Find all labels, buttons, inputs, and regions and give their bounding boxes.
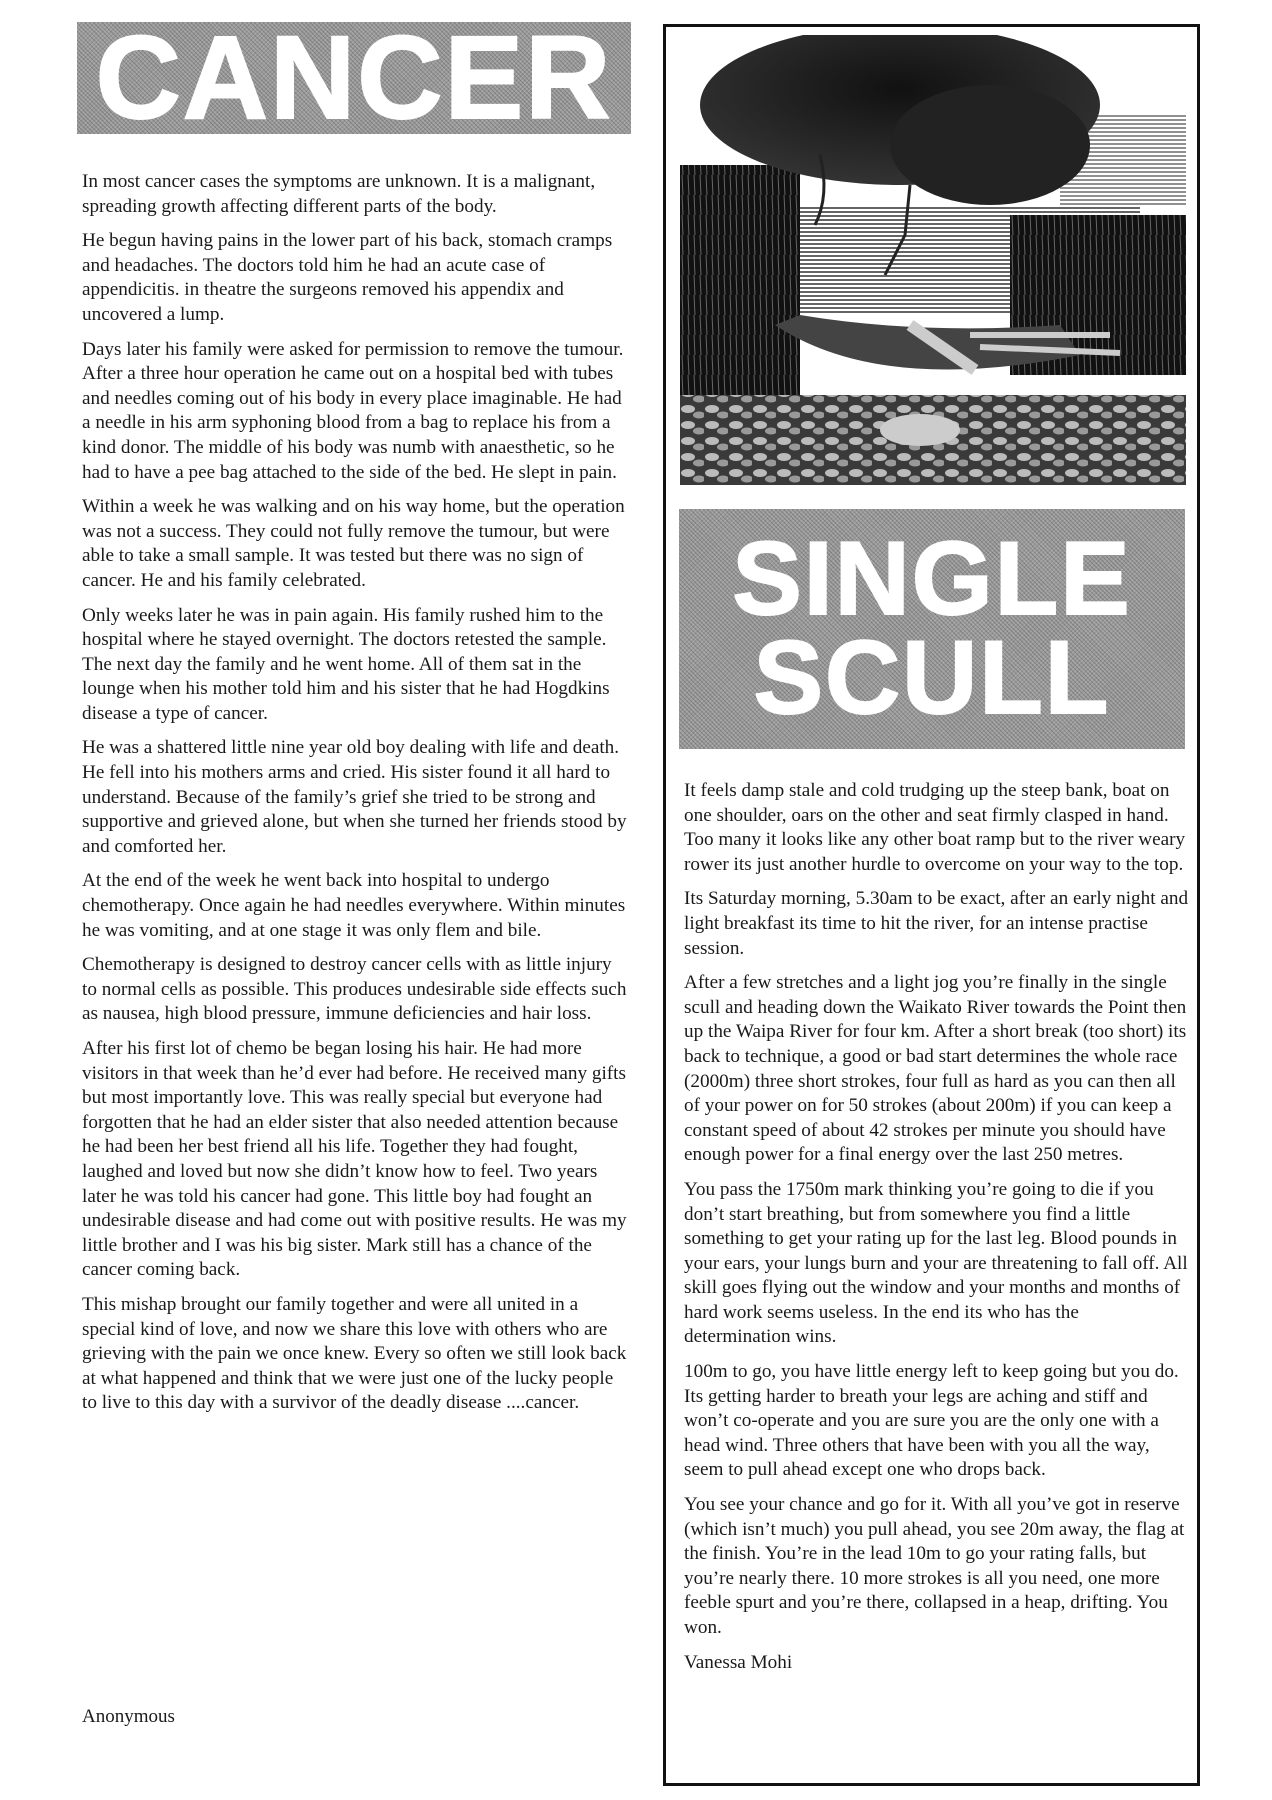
paragraph: It feels damp stale and cold trudging up the steep bank, boat on one shoulder, oars on the other and seat firmly clasped in hand. Too many it looks like any other boat ramp but to the river weary rower its just another hurdle to overcome on your way to the top. — [684, 780, 1186, 875]
paragraph: Days later his family were asked for permission to remove the tumour. After a three hour operation he came out on a hospital bed with tubes and needles coming out of his body in every place imaginable. He had a needle in his arm syphoning blood from a bag to replace his from a kind donor. The middle of his body was numb with anaesthetic, so he had to have a pee bag attached to the side of the bed. He slept in pain. — [82, 338, 624, 483]
single-scull-article-box — [663, 24, 1200, 1786]
paragraph: After a few stretches and a light jog you’re finally in the single scull and heading down the Waikato River towards the Point then up the Waipa River for four km. After a short break (too short) its back to technique, a good or bad start determines the whole race (2000m) three short strokes, four full as hard as you can then all of your power on for 50 strokes (about 200m) if you can keep a constant speed of about 42 strokes per minute you should have enough power for a final energy over the last 250 metres. — [684, 972, 1187, 1166]
paragraph: In most cancer cases the symptoms are unknown. It is a malignant, spreading growth affecting different parts of the body. — [82, 171, 596, 217]
paragraph: Within a week he was walking and on his way home, but the operation was not a success. They could not fully remove the tumour, but were able to take a small sample. It was tested but there was no sign of cancer. He and his family celebrated. — [82, 496, 625, 591]
paragraph: After his first lot of chemo be began losing his hair. He had more visitors in that week than he’d ever had before. He received many gifts but most importantly love. This was really special but everyone had forgotten that he had an elder sister that also needed attention because he had been her best friend all his life. Together they had fought, laughed and loved but now she didn’t know how to feel. Two years later he was told his cancer had gone. This little boy had fought an undesirable disease and had come out with positive results. He was my little brother and I was his big sister. Mark still has a chance of the cancer coming back. — [82, 1038, 627, 1281]
cancer-article-body — [82, 170, 630, 1426]
paragraph: He begun having pains in the lower part of his back, stomach cramps and headaches. The doctors told him he had an acute case of appendicitis. in theatre the surgeons removed his appendix and uncovered a lump. — [82, 230, 613, 325]
paragraph: Chemotherapy is designed to destroy cancer cells with as little injury to normal cells as possible. This produces undesirable side effects such as nausea, high blood pressure, immune deficiencies and hair loss. — [82, 954, 627, 1025]
paragraph: You see your chance and go for it. With all you’ve got in reserve (which isn’t much) you pull ahead, you see 20m away, the flag at the finish. You’re in the lead 10m to go your rating falls, but you’re nearly there. 10 more strokes is all you need, one more feeble spurt and you’re there, collapsed in a heap, drifting. You won. — [684, 1494, 1185, 1638]
single-scull-article-body — [684, 779, 1189, 1675]
single-scull-title-banner — [679, 509, 1185, 749]
paragraph: 100m to go, you have little energy left to keep going but you do. Its getting harder to breath your legs are aching and stiff and won’t co-operate and you are sure you are the only one with a head wind. Three others that have been with you all the way, seem to pull ahead except one who drops back. — [684, 1361, 1179, 1481]
title-line-2: SCULL — [753, 620, 1111, 736]
single-scull-author: Vanessa Mohi — [684, 1651, 793, 1673]
paragraph: He was a shattered little nine year old boy dealing with life and death. He fell into his mothers arms and cried. His sister found it all hard to understand. Because of the family’s grief she tried to be strong and supportive and grieved alone, but when she turned her friends stood by and comforted her. — [82, 737, 627, 857]
paragraph: Only weeks later he was in pain again. His family rushed him to the hospital where he stayed overnight. The doctors retested the sample. The next day the family and he went home. All of them sat in the lounge when his mother told him and his sister that he had Hogdkins disease a type of cancer. — [82, 604, 610, 724]
cancer-author: Anonymous — [82, 1706, 175, 1727]
boat-river-illustration — [680, 35, 1186, 485]
paragraph: This mishap brought our family together and were all united in a special kind of love, and now we share this love with others who are grieving with the pain we once knew. Every so often we still look back at what happened and think that we were just one of the lucky people to live to this day with a survivor of the deadly disease ....cancer. — [82, 1293, 627, 1414]
paragraph: You pass the 1750m mark thinking you’re going to die if you don’t start breathing, but from somewhere you find a little something to get your rating up for the last leg. Blood pounds in your ears, your lungs burn and your are threatening to fall off. All skill goes flying out the window and your months and months of hard work seems useless. In the end its who has the determination wins. — [684, 1178, 1188, 1348]
paragraph: At the end of the week he went back into hospital to undergo chemotherapy. Once again he had needles everywhere. Within minutes he was vomiting, and at one stage it was only flem and bile. — [82, 870, 626, 941]
cancer-title: CANCER — [95, 11, 613, 144]
paragraph: Its Saturday morning, 5.30am to be exact, after an early night and light breakfast its time to hit the river, for an intense practise session. — [684, 888, 1189, 959]
cancer-title-banner — [77, 11, 631, 144]
title-line-1: SINGLE — [732, 521, 1132, 638]
